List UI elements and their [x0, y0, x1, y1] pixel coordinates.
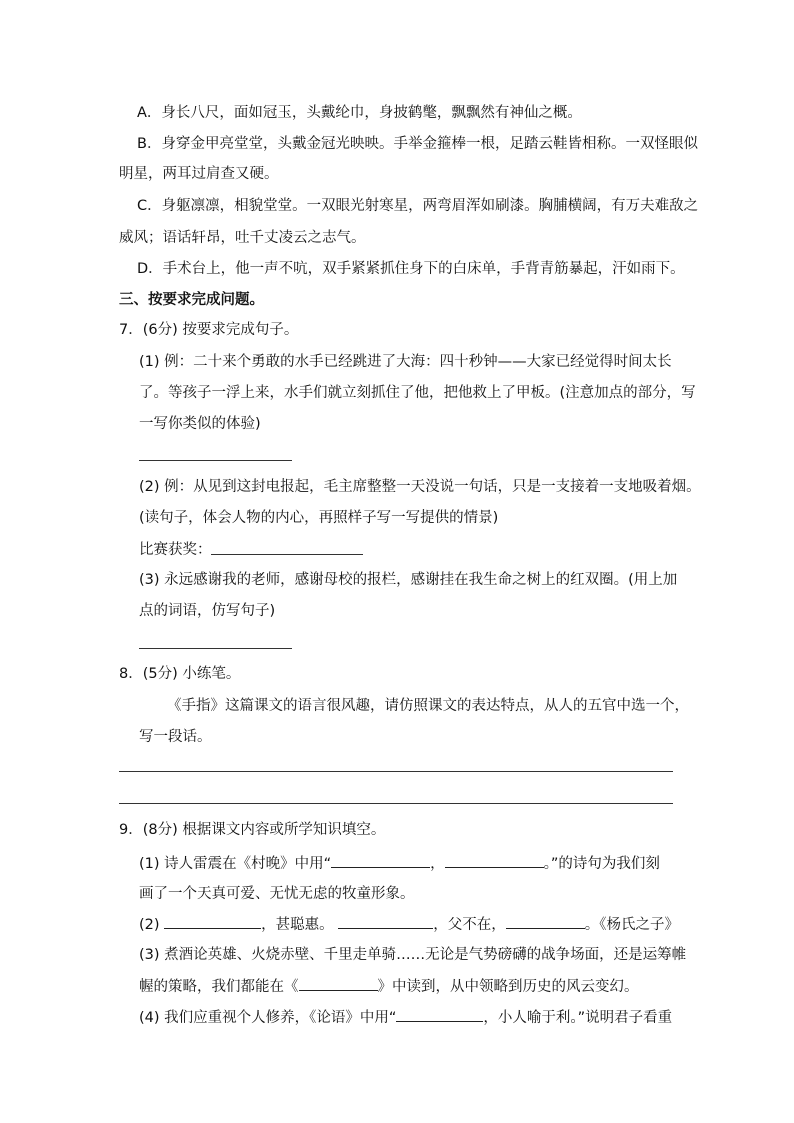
q9-s2-blank-2[interactable] — [338, 914, 433, 929]
q9-s2-text-b: ，甚聪惠。 — [261, 917, 334, 933]
q9-s2-blank-3[interactable] — [506, 914, 585, 929]
q8-answer-line-1[interactable] — [119, 771, 673, 772]
q9-s2-text-c: ，父不在， — [433, 917, 506, 933]
section-heading: 三、按要求完成问题。 — [119, 292, 264, 308]
option-a: A．身长八尺，面如冠玉，头戴纶巾，身披鹤氅，飘飘然有神仙之概。 — [137, 105, 582, 121]
q9-s1-blank-1[interactable] — [331, 853, 430, 868]
q9-s3-text-a: 幄的策略，我们都能在《 — [139, 979, 299, 995]
q9-s3-line2 — [139, 976, 639, 997]
q7-s2-prompt: 比赛获奖： — [139, 542, 212, 558]
q9-s2-line — [139, 914, 679, 935]
option-d: D．手术台上，他一声不吭，双手紧紧抓住身下的白床单，手背青筋暴起，汗如雨下。 — [137, 261, 685, 277]
q7-s1-line3: 一写你类似的体验) — [139, 416, 261, 432]
q9-heading: 9．(8分) 根据课文内容或所学知识填空。 — [119, 822, 386, 838]
q7-s1-line1: (1) 例：二十来个勇敢的水手已经跳进了大海：四十秒钟——大家已经觉得时间太长 — [139, 354, 672, 370]
q8-heading: 8．(5分) 小练笔。 — [119, 666, 241, 682]
q7-heading: 7．(6分) 按要求完成句子。 — [119, 322, 299, 338]
q9-s1-blank-2[interactable] — [445, 853, 544, 868]
q7-s2-line2: (读句子，体会人物的内心，再照样子写一写提供的情景) — [139, 510, 499, 526]
q9-s1-line1 — [139, 853, 660, 874]
option-c-line1: C．身躯凛凛，相貌堂堂。一双眼光射寒星，两弯眉浑如刷漆。胸脯横阔，有万夫难敌之 — [137, 198, 699, 214]
q9-s3-blank[interactable] — [299, 976, 378, 991]
q7-s2-answer-line[interactable] — [211, 554, 363, 555]
q7-s3-answer-line[interactable] — [139, 648, 292, 649]
q9-s4-text-b: ，小人喻于利。”说明君子看重 — [483, 1010, 673, 1026]
q9-s2-text-a: (2) — [139, 917, 160, 933]
q7-s1-line2: 了。等孩子一浮上来，水手们就立刻抓住了他，把他救上了甲板。(注意加点的部分，写 — [139, 385, 696, 401]
option-c-line2: 威风；语话轩昂，吐千丈凌云之志气。 — [119, 230, 366, 246]
q8-line1: 《手指》这篇课文的语言很风趣，请仿照课文的表达特点，从人的五官中选一个， — [167, 698, 689, 714]
q9-s3-text-b: 》中读到，从中领略到历史的风云变幻。 — [377, 979, 639, 995]
q9-s3-line1: (3) 煮酒论英雄、火烧赤壁、千里走单骑……无论是气势磅礴的战争场面，还是运筹帷 — [139, 947, 687, 963]
option-b-line1: B．身穿金甲亮堂堂，头戴金冠光映映。手举金箍棒一根，足踏云鞋皆相称。一双怪眼似 — [137, 136, 698, 152]
q7-s3-line2: 点的词语，仿写句子) — [139, 603, 276, 619]
q9-s4-line — [139, 1007, 672, 1028]
q8-answer-line-2[interactable] — [119, 803, 673, 804]
q9-s1-text-c: 。”的诗句为我们刻 — [543, 856, 660, 872]
q9-s4-text-a: (4) 我们应重视个人修养，《论语》中用“ — [139, 1010, 397, 1026]
q7-s3-line1: (3) 永远感谢我的老师，感谢母校的报栏，感谢挂在我生命之树上的红双圈。(用上加 — [139, 572, 678, 588]
q7-s1-answer-line[interactable] — [139, 460, 292, 461]
option-b-line2: 明星，两耳过肩查又硬。 — [119, 166, 279, 182]
q8-line2: 写一段话。 — [139, 729, 212, 745]
q9-s1-text-a: (1) 诗人雷震在《村晚》中用“ — [139, 856, 332, 872]
q7-s2-line1: (2) 例：从见到这封电报起，毛主席整整一天没说一句话，只是一支接着一支地吸着烟。 — [139, 479, 701, 495]
q9-s4-blank[interactable] — [396, 1007, 483, 1022]
q9-s2-text-d: 。《杨氏之子》 — [584, 917, 680, 933]
q9-s2-blank-1[interactable] — [164, 914, 261, 929]
q9-s1-text-b: ， — [430, 856, 445, 872]
q9-s1-line2: 画了一个天真可爱、无忧无虑的牧童形象。 — [139, 886, 415, 902]
